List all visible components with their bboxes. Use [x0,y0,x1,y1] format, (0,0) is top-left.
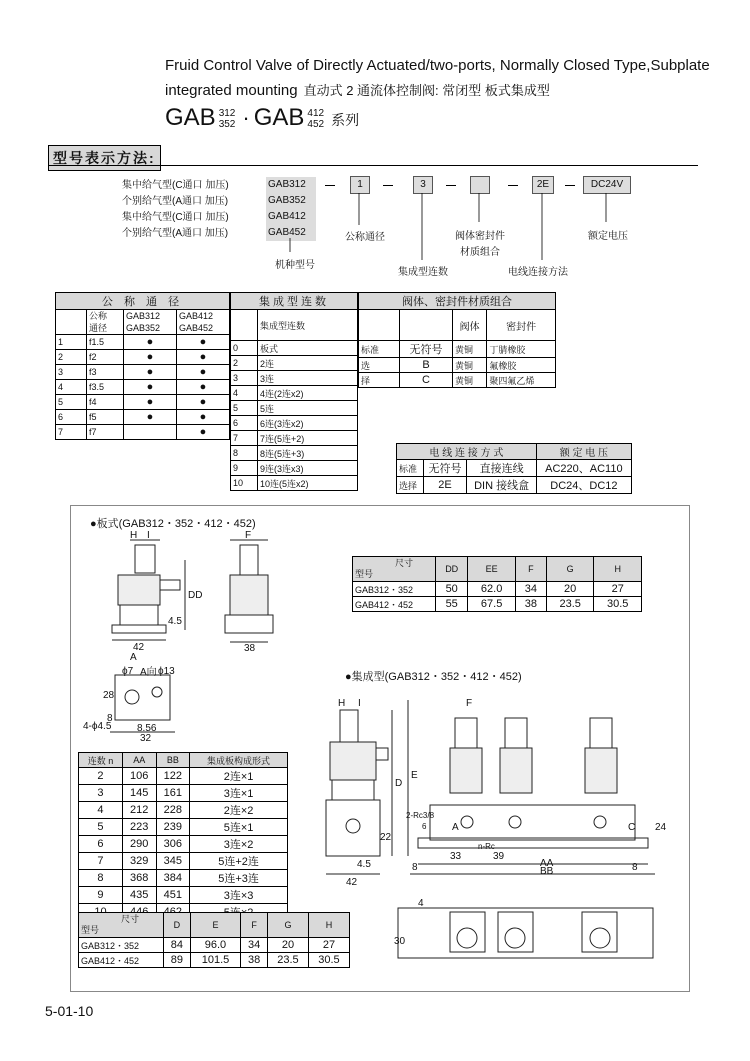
count-num: 2 [231,356,258,371]
plate-dim-value: 55 [436,597,468,612]
count-dim-value: 2 [79,768,123,785]
plate-side-stem [240,545,258,575]
port-num: 3 [56,365,87,380]
mf-dim-rc: n-Rc [478,842,495,851]
plate-col: G [546,557,594,582]
code-box-wire: 2E [532,176,554,194]
mf-terminal [376,748,388,760]
mf-top-valve-2 [498,912,533,952]
title-cn: 直动式 2 通流体控制阀: 常闭型 板式集成型 [303,83,550,98]
gab-1: GAB [165,104,216,131]
plate-dim-value: 23.5 [546,597,594,612]
plate-dim-row [353,582,642,597]
label-voltage: 额定电压 [588,231,628,242]
material-b: 无符号 [400,341,453,358]
plate-col: EE [468,557,516,582]
model-item: GAB412 [268,211,306,222]
count-dim-value: 122 [156,768,190,785]
mf-dim-value: 84 [164,938,191,953]
plate-label: ●板式(GAB312・352・412・452) [90,518,256,530]
count-value: 5连 [258,401,358,416]
plate-bottom [115,675,170,720]
count-dim-value: 5 [79,819,123,836]
count-dim-value: 145 [122,785,156,802]
port-avail-a: ● [124,365,177,380]
plate-dim-value: 30.5 [594,597,642,612]
gab-top-2: 412 [307,107,325,119]
dim-phi7: ϕ7 [122,666,134,677]
mf-dim-f: F [466,698,473,709]
count-num: 4 [231,386,258,401]
mf-body [332,780,374,800]
mf-dim-45: 4.5 [357,859,371,870]
plate-h2: 型号 [355,569,374,579]
mf-top-port-1 [457,928,477,948]
wire-c: DIN 接线盒 [467,477,536,494]
dim-45: 4.5 [168,616,182,627]
mf-valve-3-stem [590,718,612,748]
label-port: 公称通径 [345,232,385,243]
mf-dim-i: I [358,698,361,709]
count-dim-row [79,802,288,819]
mf-dim-value: 20 [267,938,308,953]
port-avail-a: ● [124,335,177,350]
mf-top-valve-1 [450,912,485,952]
count-dim-value: 6 [79,836,123,853]
title-line-1: Fruid Control Valve of Directly Actuated/two-ports, Normally Closed Type,Subplate [165,57,710,74]
port-num: 2 [56,350,87,365]
port-sub-1: 公称 [89,311,108,321]
count-num: 0 [231,341,258,356]
port-avail-b: ● [177,350,230,365]
count-num: 6 [231,416,258,431]
manifold-dim-row [79,953,350,968]
plate-dim-row [353,597,642,612]
port-size: f7 [87,425,124,440]
port-avail-b: ● [177,410,230,425]
dim-28: 28 [103,690,115,701]
mf-dim-a: A [452,822,459,833]
dim-h: H [130,530,138,541]
count-dim-value: 239 [156,819,190,836]
material-seal: 氟橡胶 [487,358,556,373]
model-item: GAB312 [268,179,306,190]
mf-dim-30: 30 [394,936,406,947]
count-dim-row [79,887,288,904]
mf-model: GAB312・352 [79,938,164,953]
port-col-b1: GAB412 [179,311,214,321]
count-value: 7连(5连+2) [258,431,358,446]
count-dim-value: 306 [156,836,190,853]
count-dim-value: 8 [79,870,123,887]
plate-base [112,625,166,633]
plate-dim-value: 50 [436,582,468,597]
material-body: 黄铜 [453,358,487,373]
count-dim-value: 212 [122,802,156,819]
mf-dim-value: 38 [241,953,268,968]
port-num: 6 [56,410,87,425]
count-num: 7 [231,431,258,446]
mf-top-plate [398,908,653,958]
count-dim-value: 7 [79,853,123,870]
port-num: 1 [56,335,87,350]
port-avail-a: ● [124,395,177,410]
wire-b: 2E [423,477,467,494]
port-avail-a: ● [124,410,177,425]
count-num: 10 [231,476,258,491]
count-dim-value: 290 [122,836,156,853]
plate-terminal [160,580,180,590]
mf-valve-1-stem [455,718,477,748]
mf-dim-e: E [411,770,418,781]
dim-a: A [130,652,137,663]
model-item: GAB452 [268,227,306,238]
count-num: 3 [231,371,258,386]
supply-label: 集中给气型(C通口 加压) [122,180,229,191]
mf-top-port-2 [505,928,525,948]
supply-label: 个别给气型(A通口 加压) [122,228,229,239]
plate-port-a [125,690,139,704]
count-dim-value: 9 [79,887,123,904]
plate-h1: 尺寸 [395,558,414,568]
mf-dim-22: 22 [380,832,392,843]
count-dim-row [79,768,288,785]
count-value: 板式 [258,341,358,356]
mf-top-port-3 [590,928,610,948]
count-table-sub: 集成型连数 [258,310,358,341]
plate-coil [118,575,160,605]
mf-dim-aa: AA [540,858,554,869]
gab-bot-2: 452 [307,118,325,130]
plate-col: F [515,557,546,582]
material-h-seal: 密封件 [487,310,556,341]
mf-col: F [241,913,268,938]
port-avail-b: ● [177,335,230,350]
port-avail-b: ● [177,395,230,410]
mf-dim-33: 33 [450,851,462,862]
plate-model: GAB312・352 [353,582,436,597]
port-size: f1.5 [87,335,124,350]
material-h-body: 阀体 [453,310,487,341]
count-value: 2连 [258,356,358,371]
mf-dim-c: C [628,822,636,833]
material-table-title: 阀体、密封件材质组合 [359,293,556,310]
mf-dim-8b: 8 [632,862,638,873]
count-num: 9 [231,461,258,476]
wire-volt: DC24、DC12 [536,477,631,494]
supply-label: 集中给气型(C通口 加压) [122,212,229,223]
count-dim-value: 329 [122,853,156,870]
dim-i: I [147,530,150,541]
count-dim-value: 435 [122,887,156,904]
count-table-title: 集成型连数 [231,293,358,310]
mf-col: D [164,913,191,938]
mf-dim-8a: 8 [412,862,418,873]
count-dim-value: 223 [122,819,156,836]
material-seal: 丁腈橡胶 [487,341,556,358]
count-dim-value: 2连×1 [190,768,288,785]
cdt-col: 连数 n [79,753,123,768]
port-sub-2: 通径 [89,323,108,333]
mf-dim-h: H [338,698,346,709]
mf-valve-2 [500,748,532,793]
mf-h1: 尺寸 [121,914,140,924]
plate-dim-value: 27 [594,582,642,597]
count-dim-row [79,853,288,870]
mf-stem [340,710,358,742]
port-avail-b: ● [177,365,230,380]
count-num: 5 [231,401,258,416]
count-dim-row [79,870,288,887]
wire-h: 电 线 连 接 方 式 [397,444,537,460]
material-a: 选 [359,358,400,373]
mf-dim-42: 42 [346,877,358,888]
mf-dim-value: 27 [308,938,349,953]
port-size: f3 [87,365,124,380]
port-size: f2 [87,350,124,365]
plate-dim-table [352,556,642,612]
manifold-label: ●集成型(GAB312・352・412・452) [345,671,522,683]
mf-col: E [190,913,240,938]
count-dim-value: 5连+2连 [190,853,288,870]
label-material: 阀体密封件 [455,231,505,242]
count-dim-value: 228 [156,802,190,819]
cdt-col: AA [122,753,156,768]
port-col-a2: GAB352 [126,323,161,333]
mf-valve-3 [585,748,617,793]
count-value: 3连 [258,371,358,386]
mf-dim-24: 24 [655,822,667,833]
wire-b: 无符号 [423,460,467,477]
count-value: 8连(5连+3) [258,446,358,461]
port-col-a1: GAB312 [126,311,161,321]
dim-38: 38 [244,643,256,654]
mf-dim-value: 30.5 [308,953,349,968]
count-dim-value: 3连×2 [190,836,288,853]
port-num: 7 [56,425,87,440]
plate-dim-value: 34 [515,582,546,597]
dim-42: 42 [133,642,145,653]
port-table-title: 公 称 通 径 [56,293,230,310]
page-number: 5-01-10 [45,1003,94,1019]
mf-dim-4: 4 [418,898,424,909]
label-material-2: 材质组合 [460,247,500,258]
count-dim-value: 384 [156,870,190,887]
count-dim-value: 3 [79,785,123,802]
count-value: 9连(3连x3) [258,461,358,476]
wire-c: 直接连线 [467,460,536,477]
plate-side-coil [230,575,268,615]
volt-h: 额 定 电 压 [536,444,631,460]
port-avail-b: ● [177,380,230,395]
dim-8: 8 [107,713,113,724]
port-avail-a: ● [124,350,177,365]
label-wire: 电线连接方法 [508,267,568,278]
mf-dim-39: 39 [493,851,505,862]
count-dim-value: 5连×1 [190,819,288,836]
port-num: 5 [56,395,87,410]
count-dim-row [79,819,288,836]
mf-port-2 [509,816,521,828]
plate-body [120,605,158,625]
dim-aview: A向 [140,667,157,678]
code-box-count: 3 [413,176,433,194]
wire-volt: AC220、AC110 [536,460,631,477]
port-avail-b: ● [177,425,230,440]
dim-dd: DD [188,590,203,601]
count-dim-value: 106 [122,768,156,785]
count-value: 10连(5连x2) [258,476,358,491]
mf-dim-value: 96.0 [190,938,240,953]
plate-dim-value: 38 [515,597,546,612]
label-model: 机种型号 [275,260,315,271]
plate-col: H [594,557,642,582]
mf-port [346,819,360,833]
wire-a: 标准 [397,460,424,477]
gab-bot-1: 352 [218,118,236,130]
plate-side-base [225,615,273,633]
wire-a: 选择 [397,477,424,494]
dim-phi13: ϕ13 [158,666,175,677]
count-dim-value: 161 [156,785,190,802]
mf-top-valve-3 [582,912,617,952]
mf-valve-1 [450,748,482,793]
count-dim-row [79,836,288,853]
mf-col: H [308,913,349,938]
model-item: GAB352 [268,195,306,206]
material-body: 黄铜 [453,373,487,388]
mf-dim-238: 2-Rc3/8 [406,811,435,820]
code-box-port: 1 [350,176,370,194]
mf-h2: 型号 [81,925,100,935]
dim-f: F [245,530,252,541]
dim-32: 32 [140,733,152,744]
mf-base [326,800,380,856]
dim-4hole: 4-ϕ4.5 [83,721,112,732]
mf-dim-corner [79,913,164,938]
manifold-dim-row [79,938,350,953]
mf-port-1 [461,816,473,828]
code-box-voltage: DC24V [583,176,631,194]
cdt-col: 集成板构成形式 [190,753,288,768]
mf-port-3 [594,816,606,828]
material-body: 黄铜 [453,341,487,358]
supply-label: 个别给气型(A通口 加压) [122,196,229,207]
mf-dim-6: 6 [422,822,427,831]
cdt-col: BB [156,753,190,768]
section-title: 型号表示方法: [48,145,161,171]
material-b: B [400,358,453,373]
port-col-b2: GAB452 [179,323,214,333]
count-dim-table [78,752,288,921]
plate-dim-value: 62.0 [468,582,516,597]
port-avail-a: ● [124,380,177,395]
plate-stem [135,545,155,573]
count-dim-value: 345 [156,853,190,870]
mf-model: GAB412・452 [79,953,164,968]
count-dim-value: 3连×3 [190,887,288,904]
mf-dim-value: 89 [164,953,191,968]
count-dim-value: 3连×1 [190,785,288,802]
mf-col: G [267,913,308,938]
port-size: f3.5 [87,380,124,395]
count-dim-value: 451 [156,887,190,904]
plate-port-b [152,687,162,697]
plate-dim-corner [353,557,436,582]
mf-dim-value: 23.5 [267,953,308,968]
mf-dim-bb: BB [540,866,554,877]
port-num: 4 [56,380,87,395]
port-size: f5 [87,410,124,425]
plate-model: GAB412・452 [353,597,436,612]
plate-dim-value: 67.5 [468,597,516,612]
port-size: f4 [87,395,124,410]
manifold-dim-table [78,912,350,968]
mf-dim-d: D [395,778,403,789]
count-dim-value: 368 [122,870,156,887]
plate-dim-value: 20 [546,582,594,597]
label-count: 集成型连数 [398,267,448,278]
gab-dot: · [242,105,250,130]
count-num: 8 [231,446,258,461]
count-dim-value: 5连+3连 [190,870,288,887]
mf-dim-value: 34 [241,938,268,953]
dim-856: 8.56 [137,723,157,734]
count-dim-value: 2连×2 [190,802,288,819]
gab-2: GAB [253,104,305,131]
count-value: 6连(3连x2) [258,416,358,431]
material-a: 择 [359,373,400,388]
count-dim-value: 4 [79,802,123,819]
material-a: 标准 [359,341,400,358]
mf-dim-value: 101.5 [190,953,240,968]
plate-col: DD [436,557,468,582]
count-value: 4连(2连x2) [258,386,358,401]
count-dim-row [79,785,288,802]
gab-top-1: 312 [218,107,236,119]
mf-valve-2-stem [505,718,527,748]
material-seal: 聚四氟乙烯 [487,373,556,388]
mf-coil [330,742,376,780]
material-b: C [400,373,453,388]
title-en-2: integrated mounting [165,82,298,99]
series-suffix: 系列 [331,112,360,128]
